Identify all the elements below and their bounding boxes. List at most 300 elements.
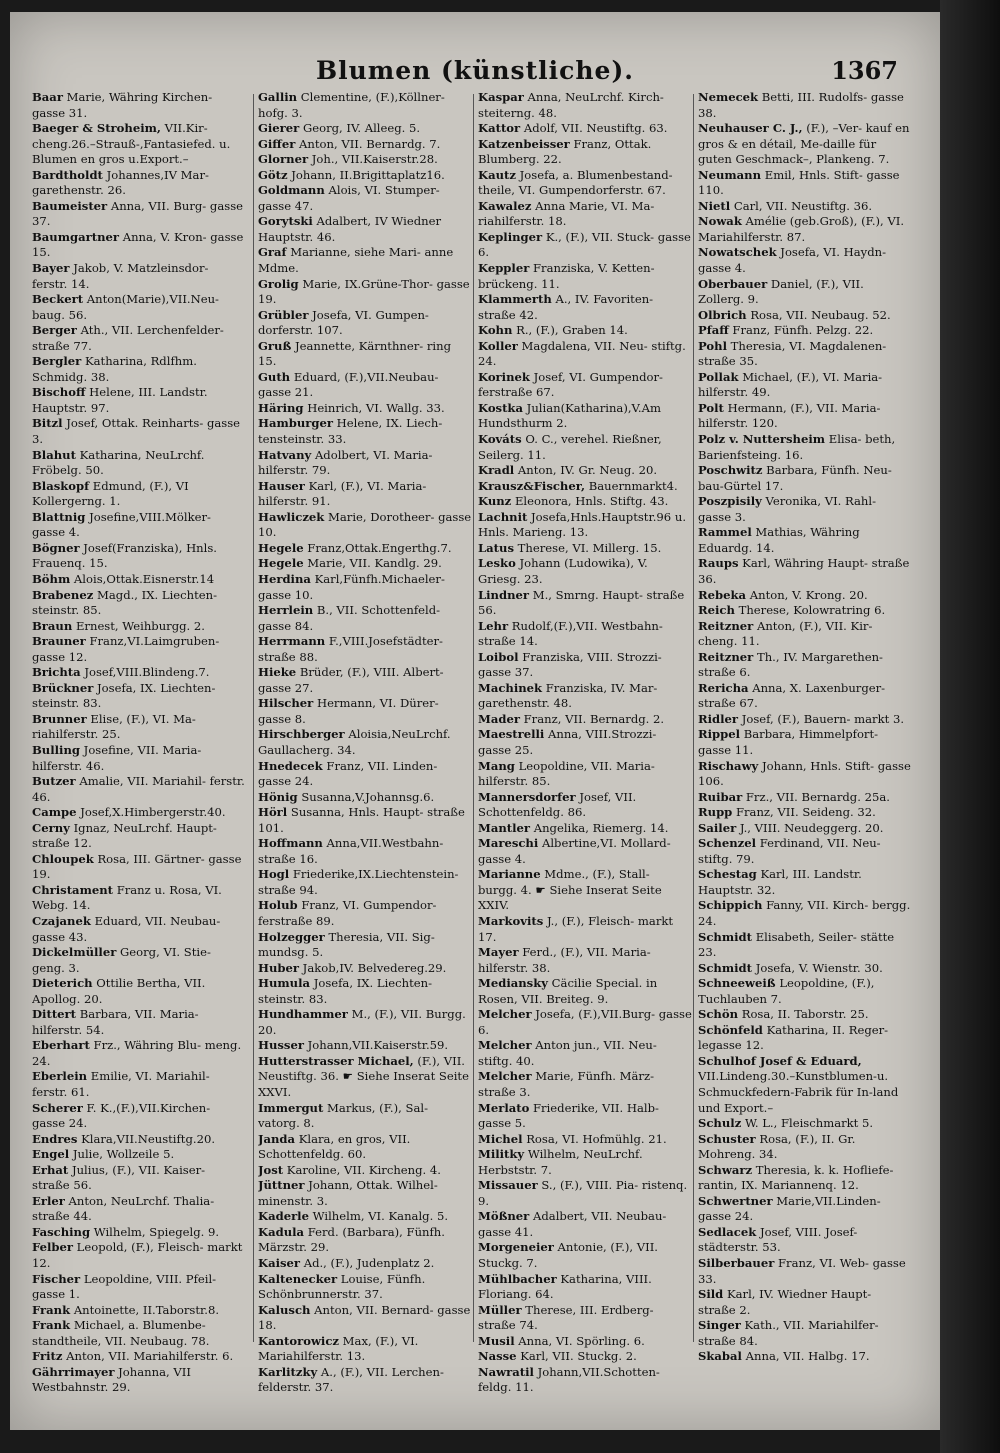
directory-entry	[258, 696, 472, 727]
entry-continuation: gasse 18.	[258, 1302, 471, 1333]
entry-continuation: tensteinstr. 33.	[258, 432, 347, 447]
entry-continuation: VII.Lindeng.30.–Kunstblumen-u. Schmuckfedern-Fabrik für In-land und Export.–	[698, 1069, 899, 1115]
directory-entry	[478, 759, 692, 790]
directory-entry	[258, 1334, 472, 1365]
entry-continuation: ristenq. 9.	[478, 1178, 688, 1208]
entry-name: Hegele	[258, 540, 304, 555]
entry-text: Anna, VIII.Strozzi-	[548, 727, 657, 742]
directory-entry	[32, 665, 246, 681]
directory-entry	[32, 1240, 246, 1271]
entry-name: Herrlein	[258, 603, 314, 618]
entry-text: Franz, Ottak.	[573, 136, 652, 151]
directory-entry	[32, 681, 246, 712]
directory-entry	[478, 836, 692, 867]
entry-name: Krausz&Fischer,	[478, 478, 586, 493]
directory-entry	[698, 525, 912, 556]
entry-text: Ernest, Weihburgg. 2.	[75, 618, 205, 633]
entry-name: Kaderle	[258, 1209, 309, 1224]
directory-entry	[698, 1023, 912, 1054]
entry-name: Kaltenecker	[258, 1271, 338, 1286]
directory-entry	[478, 199, 692, 230]
directory-entry	[698, 961, 912, 977]
entry-text: Antoinette, II.Taborstr.8.	[73, 1302, 220, 1317]
entry-text: Karl, Währing Haupt-	[742, 556, 868, 571]
entry-name: Guth	[258, 369, 291, 384]
entry-text: Josefa, VI. Haydn-	[780, 245, 887, 260]
directory-entry	[698, 1116, 912, 1132]
entry-name: Hundhammer	[258, 1007, 348, 1022]
entry-text: Alois,Ottak.Eisnerstr.14	[73, 571, 215, 586]
entry-name: Kawalez	[478, 198, 532, 213]
entry-name: Blahut	[32, 447, 76, 462]
directory-entry	[258, 1007, 472, 1038]
directory-entry	[698, 199, 912, 215]
entry-continuation: Hauptstr. 97.	[32, 400, 110, 415]
entry-text: Antonie, (F.), VII.	[557, 1240, 658, 1255]
entry-continuation: gasse 6.	[478, 1007, 692, 1037]
entry-name: Gährrimayer	[32, 1364, 115, 1379]
entry-name: Jost	[258, 1162, 284, 1177]
entry-name: Ridler	[698, 711, 739, 726]
entry-name: Korinek	[478, 369, 530, 384]
directory-entry	[32, 121, 246, 168]
directory-entry	[32, 199, 246, 230]
entry-continuation: Herbststr. 7.	[478, 1162, 552, 1177]
directory-entry	[478, 339, 692, 370]
entry-text: Rosa, VII. Neubaug. 52.	[750, 307, 891, 322]
entry-name: Nietl	[698, 198, 731, 213]
entry-text: Josefa, (F.),VII.Burg-	[535, 1007, 656, 1022]
directory-entry	[32, 479, 246, 510]
directory-entry	[32, 1147, 246, 1163]
entry-text: Karl, III. Landstr.	[760, 867, 862, 882]
directory-entry	[698, 277, 912, 308]
entry-text: Jakob,IV. Belvedereg.29.	[302, 960, 447, 975]
entry-name: Kalusch	[258, 1302, 311, 1317]
entry-text: Michael, a. Blumenbe-	[73, 1318, 206, 1333]
directory-entry	[478, 1349, 692, 1365]
entry-name: Scherer	[32, 1100, 83, 1115]
directory-entry	[32, 1365, 246, 1396]
entry-text: Edmund, (F.), VI	[92, 478, 189, 493]
entry-name: Eberhart	[32, 1038, 90, 1053]
directory-entry	[698, 214, 912, 245]
entry-continuation: Märzstr. 29.	[258, 1240, 330, 1255]
entry-text: W. L., Fleischmarkt 5.	[744, 1116, 874, 1131]
entry-text: Michael, (F.), VI. Maria-	[742, 369, 883, 384]
entry-continuation: gasse 110.	[698, 167, 900, 198]
entry-name: Hawliczek	[258, 509, 325, 524]
directory-entry	[32, 1272, 246, 1303]
entry-continuation: Hauptstr. 32.	[698, 882, 776, 897]
entry-text: Katharina, NeuLrchf.	[79, 447, 205, 462]
entry-text: Jeannette, Kärnthner-	[294, 338, 424, 353]
entry-name: Eberlein	[32, 1069, 88, 1084]
entry-continuation: riahilferstr. 25.	[32, 727, 121, 742]
entry-continuation: standtheile, VII. Neubaug. 78.	[32, 1333, 210, 1348]
entry-continuation: Apollog. 20.	[32, 991, 103, 1006]
entry-text: Ferdinand, VII. Neu-	[759, 836, 881, 851]
entry-continuation: felderstr. 37.	[258, 1380, 334, 1395]
entry-name: Silberbauer	[698, 1256, 775, 1271]
entry-continuation: gasse 12.	[32, 649, 88, 664]
entry-continuation: Hundsthurm 2.	[478, 416, 568, 431]
directory-entry	[32, 743, 246, 774]
entry-continuation: burgg. 4. ☛ Siehe Inserat Seite XXIV.	[478, 882, 662, 913]
directory-entry	[258, 1256, 472, 1272]
directory-entry	[32, 510, 246, 541]
directory-entry	[478, 945, 692, 976]
entry-text: Franz,Ottak.Engerthg.7.	[307, 540, 452, 555]
entry-continuation: straße 56.	[478, 587, 685, 618]
entry-name: Hatvany	[258, 447, 312, 462]
entry-name: Hörl	[258, 805, 288, 820]
directory-entry	[32, 914, 246, 945]
directory-entry	[698, 1132, 912, 1163]
entry-name: Klammerth	[478, 292, 552, 307]
entry-text: Fanny, VII. Kirch-	[766, 898, 869, 913]
entry-text: Anna, VI. Spörling. 6.	[518, 1333, 645, 1348]
entry-name: Erhat	[32, 1162, 69, 1177]
directory-entry	[32, 619, 246, 635]
entry-continuation: Floriang. 64.	[478, 1287, 554, 1302]
directory-entry	[32, 541, 246, 572]
directory-entry	[258, 448, 472, 479]
entry-text: M., (F.), VII.	[351, 1007, 423, 1022]
directory-entry	[32, 1194, 246, 1225]
directory-entry	[478, 1272, 692, 1303]
entry-text: Anton(Marie),VII.Neu-	[86, 292, 219, 307]
entry-name: Mareschi	[478, 836, 539, 851]
entry-name: Immergut	[258, 1100, 324, 1115]
entry-text: Th., IV. Margarethen-	[756, 649, 883, 664]
directory-entry	[698, 1287, 912, 1318]
entry-name: Campe	[32, 805, 77, 820]
directory-entry	[478, 588, 692, 619]
entry-name: Fritz	[32, 1349, 63, 1364]
entry-text: Rosa, VI. Hofmühlg. 21.	[526, 1131, 667, 1146]
directory-entry	[698, 556, 912, 587]
entry-continuation: gasse 37.	[32, 198, 244, 229]
directory-entry	[32, 883, 246, 914]
entry-name: Hnedecek	[258, 758, 323, 773]
entry-text: Angelika, Riemerg. 14.	[533, 820, 669, 835]
entry-name: Kautz	[478, 167, 516, 182]
directory-entry	[478, 292, 692, 323]
entry-name: Schwarz	[698, 1162, 753, 1177]
entry-name: Schuster	[698, 1131, 756, 1146]
entry-name: Lachnit	[478, 509, 528, 524]
entry-continuation: gasse 24.	[698, 1209, 754, 1224]
entry-name: Reitzner	[698, 649, 754, 664]
entry-name: Janda	[258, 1131, 296, 1146]
entry-name: Häring	[258, 400, 304, 415]
entry-text: Georg, VI. Stie-	[120, 945, 211, 960]
directory-entry	[258, 572, 472, 603]
directory-entry	[478, 1147, 692, 1178]
directory-entry	[698, 712, 912, 728]
entry-continuation: gasse 21.	[258, 385, 314, 400]
entry-continuation: ferstraße 89.	[258, 913, 335, 928]
entry-name: Holzegger	[258, 929, 325, 944]
entry-name: Melcher	[478, 1038, 532, 1053]
entry-name: Schestag	[698, 867, 757, 882]
entry-name: Dieterich	[32, 976, 93, 991]
entry-name: Fischer	[32, 1271, 81, 1286]
entry-continuation: VI. Webg. 14.	[32, 882, 222, 913]
directory-entry	[32, 1349, 246, 1365]
entry-continuation: gasse 4.	[32, 525, 80, 540]
entry-continuation: garethenstr. 26.	[32, 183, 126, 198]
directory-entry	[478, 1303, 692, 1334]
entry-continuation: Griesg. 23.	[478, 571, 543, 586]
entry-continuation: gasse 37.	[478, 665, 534, 680]
entry-name: Brabenez	[32, 587, 94, 602]
entry-text: Johann (Ludowika), V.	[519, 556, 648, 571]
entry-continuation: mundsg. 5.	[258, 945, 324, 960]
entry-name: Hirschberger	[258, 727, 345, 742]
entry-text: Marie,VII.Linden-	[776, 1193, 881, 1208]
entry-name: Bayer	[32, 261, 70, 276]
entry-text: Adolbert, VI. Maria-	[314, 447, 433, 462]
entry-continuation: hilferstr. 85.	[478, 774, 551, 789]
entry-name: Gallin	[258, 90, 298, 104]
entry-text: Adolf, VII. Neustiftg. 63.	[523, 121, 668, 136]
directory-entry	[258, 790, 472, 806]
directory-entry	[258, 168, 472, 184]
entry-name: Schenzel	[698, 836, 757, 851]
entry-text: Theresia, k. k. Hofliefe-	[755, 1162, 894, 1177]
directory-entry	[698, 308, 912, 324]
directory-entry	[698, 1054, 912, 1116]
entry-name: Cerny	[32, 820, 70, 835]
entry-name: Baumeister	[32, 198, 108, 213]
entry-text: Adalbert, IV Wiedner	[316, 214, 441, 229]
entry-text: Friederike, VII. Halb-	[533, 1100, 659, 1115]
entry-text: Marie, Fünfh. März-	[535, 1069, 655, 1084]
entry-continuation: hilferstr. 79.	[258, 463, 331, 478]
entry-name: Brauner	[32, 634, 86, 649]
entry-text: Hermann, (F.), VII. Maria-	[727, 400, 881, 415]
entry-continuation: Mohreng. 34.	[698, 1147, 778, 1162]
entry-name: Polt	[698, 400, 724, 415]
entry-text: Theresia, VII. Sig-	[328, 929, 435, 944]
directory-entry	[258, 339, 472, 370]
entry-text: Wilhelm, VI. Kanalg. 5.	[312, 1209, 449, 1224]
directory-entry	[698, 401, 912, 432]
directory-entry	[698, 805, 912, 821]
directory-entry	[478, 432, 692, 463]
entry-text: Amalie, VII. Mariahil-	[79, 774, 206, 789]
entry-text: Anton, NeuLrchf. Thalia-	[68, 1193, 215, 1208]
entry-name: Rippel	[698, 727, 741, 742]
entry-text: Marie, IX.Grüne-Thor-	[302, 276, 433, 291]
directory-entry	[32, 416, 246, 447]
entry-text: Barbara, Fünfh. Neu-	[766, 463, 892, 478]
entry-text: Julian(Katharina),V.Am	[526, 400, 661, 415]
entry-name: Brückner	[32, 680, 94, 695]
directory-entry	[32, 976, 246, 1007]
directory-entry	[698, 1256, 912, 1287]
directory-entry	[258, 308, 472, 339]
entry-name: Lindner	[478, 587, 530, 602]
entry-name: Engel	[32, 1147, 70, 1162]
entry-text: Johanna, VII	[118, 1364, 191, 1379]
entry-name: Oberbauer	[698, 276, 768, 291]
entry-name: Grübler	[258, 307, 309, 322]
entry-text: Clementine, (F.),Köllner-	[300, 90, 445, 104]
directory-entry	[698, 727, 912, 758]
directory-entry	[258, 1132, 472, 1163]
entry-text: Anton, VII. Mariahilferstr. 6.	[66, 1349, 234, 1364]
entry-text: Anton, V. Krong. 20.	[749, 587, 868, 602]
entry-text: Josef, Ottak. Reinharts-	[66, 416, 204, 431]
entry-name: Gorytski	[258, 214, 313, 229]
entry-text: (F.),	[417, 1053, 441, 1068]
directory-entry	[478, 867, 692, 914]
entry-text: Anton, VII. Bernardg. 7.	[299, 136, 441, 151]
directory-entry	[698, 1163, 912, 1194]
entry-continuation: straße 84.	[698, 1333, 758, 1348]
entry-name: Ruibar	[698, 789, 743, 804]
entry-continuation: markt 12.	[32, 1240, 243, 1271]
entry-text: Emil, Hnls. Stift-	[764, 167, 863, 182]
entry-name: Schneeweiß	[698, 976, 776, 991]
entry-text: Frz., VII. Bernardg. 25a.	[745, 789, 890, 804]
directory-entry	[32, 572, 246, 588]
entry-text: Albertine,VI. Mollard-	[541, 836, 671, 851]
entry-name: Dittert	[32, 1007, 77, 1022]
directory-entry	[258, 214, 472, 245]
directory-entry	[698, 976, 912, 1007]
entry-text: Marie, Dorotheer-	[328, 509, 435, 524]
page-header	[30, 52, 920, 92]
entry-text: Leopoldine, (F.),	[779, 976, 875, 991]
entry-name: Humula	[258, 976, 310, 991]
entry-text: Mdme., (F.), Stall-	[544, 867, 650, 882]
entry-continuation: Tuchlauben 7.	[698, 991, 782, 1006]
directory-entry	[478, 323, 692, 339]
directory-entry	[478, 463, 692, 479]
directory-entry	[258, 401, 472, 417]
entry-name: Hauser	[258, 478, 305, 493]
directory-entry	[698, 494, 912, 525]
entry-continuation: straße 74.	[478, 1318, 538, 1333]
entry-name: Schippich	[698, 898, 763, 913]
entry-continuation: gasse 24.	[32, 1116, 88, 1131]
directory-entry	[258, 479, 472, 510]
entry-name: Schmidt	[698, 929, 752, 944]
entry-continuation: beth, Barienfsteing. 16.	[698, 432, 896, 462]
entry-text: Josefa, VI. Gumpen-	[312, 307, 429, 322]
directory-entry	[258, 1101, 472, 1132]
entry-name: Rericha	[698, 680, 749, 695]
entry-continuation: hilferstr. 120.	[698, 416, 778, 431]
entry-continuation: markt 3.	[854, 711, 905, 726]
entry-text: Elisabeth, Seiler-	[755, 929, 857, 944]
entry-continuation: straße 14.	[478, 634, 538, 649]
entry-continuation: gasse 6.	[478, 229, 691, 260]
entry-text: Ath., VII. Lerchenfelder-	[80, 323, 224, 338]
entry-text: A., IV. Favoriten-	[555, 292, 654, 307]
directory-entry	[258, 245, 472, 276]
entry-continuation: dorferstr. 107.	[258, 323, 343, 338]
entry-name: Rupp	[698, 805, 733, 820]
entry-continuation: städterstr. 53.	[698, 1240, 781, 1255]
entry-name: Pollak	[698, 369, 739, 384]
entry-text: Magd., IX. Liechten-	[96, 587, 218, 602]
entry-name: Lehr	[478, 618, 509, 633]
entry-text: Johann, Hnls. Stift-	[761, 758, 875, 773]
directory-entry	[32, 448, 246, 479]
entry-text: Max, (F.), VI.	[342, 1333, 419, 1348]
entry-text: Markus, (F.), Sal-	[327, 1100, 428, 1115]
directory-entry	[258, 1272, 472, 1303]
entry-text: Josefine,VIII.Mölker-	[89, 509, 211, 524]
entry-continuation: gasse 19.	[258, 276, 470, 307]
entry-name: Merlato	[478, 1100, 530, 1115]
directory-entry	[258, 634, 472, 665]
entry-continuation: gasse 106.	[698, 758, 911, 789]
entry-text: Franz, VII. Bernardg. 2.	[523, 711, 665, 726]
entry-text: Theresia, VI. Magdalenen-	[730, 338, 887, 353]
entry-continuation: Gaullacherg. 34.	[258, 742, 356, 757]
page-edge-shadow	[940, 0, 1000, 1453]
entry-text: Johannes,IV Mar-	[106, 167, 209, 182]
entry-text: Ottilie Bertha, VII.	[96, 976, 206, 991]
directory-entry	[698, 1318, 912, 1349]
entry-name: Sedlacek	[698, 1224, 757, 1239]
directory-entry	[698, 821, 912, 837]
entry-text: Cäcilie Special. in	[551, 976, 658, 991]
entry-text: Elise, (F.), VI. Ma-	[90, 711, 196, 726]
directory-entry	[32, 292, 246, 323]
directory-entry	[478, 681, 692, 712]
directory-entry	[258, 121, 472, 137]
directory-entry	[32, 1132, 246, 1148]
entry-text: Kath., VII. Mariahilfer-	[744, 1318, 879, 1333]
directory-entry	[698, 898, 912, 929]
entry-text: Karl, (F.), VI. Maria-	[308, 478, 427, 493]
entry-text: Franz u. Rosa,	[116, 882, 202, 897]
entry-continuation: VI. Mariahilferstr. 87.	[698, 214, 905, 244]
entry-continuation: straße 67.	[698, 696, 758, 711]
entry-name: Bitzl	[32, 416, 63, 431]
entry-text: Therese, III. Erdberg-	[525, 1302, 654, 1317]
entry-name: Poszpisily	[698, 494, 762, 509]
entry-text: Rudolf,(F.),VII. Westbahn-	[511, 618, 663, 633]
column-2	[258, 90, 472, 1430]
entry-text: Georg, IV. Alleeg. 5.	[302, 121, 421, 136]
entry-name: Bögner	[32, 540, 80, 555]
entry-text: J., (F.), Fleisch-	[546, 913, 635, 928]
entry-text: Anna,VII.Westbahn-	[326, 836, 444, 851]
directory-entry	[32, 1069, 246, 1100]
directory-entry	[32, 323, 246, 354]
entry-name: Reich	[698, 603, 735, 618]
entry-continuation: hilferstr. 91.	[258, 494, 331, 509]
entry-text: Brüder, (F.), VIII. Albert-	[299, 665, 444, 680]
entry-name: Reitzner	[698, 618, 754, 633]
directory-entry	[698, 588, 912, 604]
entry-name: Dickelmüller	[32, 945, 117, 960]
entry-text: K., (F.), VII. Stuck-	[545, 229, 655, 244]
entry-name: Pfaff	[698, 323, 729, 338]
entry-continuation: Schottenfeldg. 60.	[258, 1147, 367, 1162]
entry-text: Susanna,V.Johannsg.6.	[301, 789, 435, 804]
entry-continuation: gasse 4.	[478, 851, 526, 866]
entry-name: Frank	[32, 1318, 71, 1333]
